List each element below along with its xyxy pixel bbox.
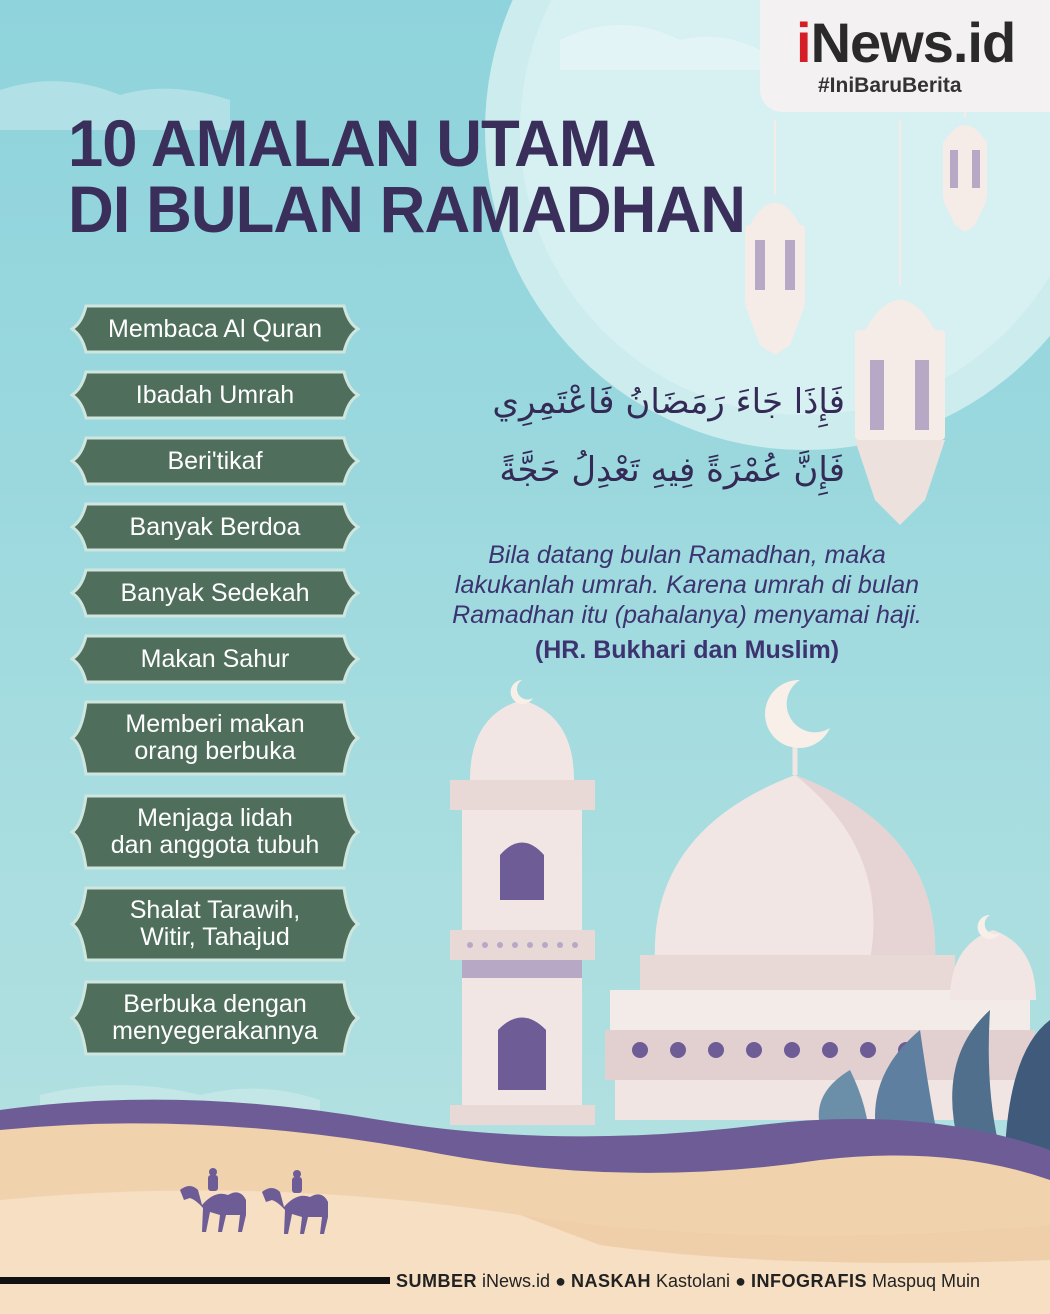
- item-label: [70, 884, 360, 964]
- source-value: iNews.id: [482, 1271, 551, 1291]
- writer-label: NASKAH: [570, 1271, 651, 1291]
- writer-value: Kastolani: [656, 1271, 731, 1291]
- list-item: [70, 368, 360, 422]
- logo-tagline: #IniBaruBerita: [818, 74, 962, 97]
- mosque-illustration: [450, 680, 1036, 1125]
- separator-dot: ●: [735, 1271, 746, 1291]
- translation-line-1: Bila datang bulan Ramadhan, maka: [488, 541, 886, 569]
- footer-divider: [0, 1277, 390, 1284]
- item-label-line-1: Berbuka dengan: [123, 990, 307, 1018]
- item-label: [70, 632, 360, 686]
- list-item: [70, 302, 360, 356]
- page-title: [68, 106, 746, 246]
- separator-dot: ●: [555, 1271, 566, 1291]
- translation-line-3: Ramadhan itu (pahalanya) menyamai haji.: [452, 601, 922, 629]
- arabic-text-line-1: فَإِذَا جَاءَ رَمَضَانُ فَاعْتَمِرِي: [492, 382, 845, 422]
- logo-accent: i: [796, 11, 811, 74]
- translation-line-2: lakukanlah umrah. Karena umrah di bulan: [454, 571, 920, 599]
- list-item: [70, 884, 360, 964]
- item-label-line-1: Membaca Al Quran: [108, 314, 322, 343]
- item-label-line-1: Banyak Sedekah: [120, 578, 310, 607]
- item-label: [70, 302, 360, 356]
- inews-logo: [760, 0, 1050, 112]
- item-label-line-1: Makan Sahur: [140, 644, 290, 673]
- graphic-value: Maspuq Muin: [871, 1271, 981, 1291]
- item-label-line-2: menyegerakannya: [112, 1017, 318, 1045]
- item-label-line-1: Memberi makan: [125, 710, 305, 738]
- list-item: [70, 632, 360, 686]
- list-item: [70, 698, 360, 778]
- title-line-2: DI BULAN RAMADHAN: [68, 172, 746, 246]
- arabic-text-line-2: فَإِنَّ عُمْرَةً فِيهِ تَعْدِلُ حَجَّةً: [499, 450, 845, 490]
- list-item: [70, 792, 360, 872]
- list-item: [70, 566, 360, 620]
- item-label-line-2: Witir, Tahajud: [140, 923, 290, 951]
- item-label-line-1: Shalat Tarawih,: [129, 896, 301, 924]
- logo-wordmark: [796, 10, 1015, 75]
- crescent-icon: [765, 680, 830, 748]
- crescent-icon: [978, 915, 1000, 939]
- list-item: [70, 500, 360, 554]
- item-label-line-1: Ibadah Umrah: [135, 380, 295, 409]
- item-label: [70, 500, 360, 554]
- graphic-label: INFOGRAFIS: [750, 1271, 867, 1291]
- list-item: [70, 978, 360, 1058]
- item-label: [70, 792, 360, 872]
- source-label: SUMBER: [396, 1271, 478, 1291]
- hadith-translation: [412, 540, 962, 630]
- item-label: [70, 978, 360, 1058]
- item-label-line-2: orang berbuka: [134, 737, 296, 765]
- item-label: [70, 566, 360, 620]
- item-label: [70, 698, 360, 778]
- item-label-line-2: dan anggota tubuh: [110, 831, 320, 859]
- item-label: [70, 434, 360, 488]
- item-label-line-1: Banyak Berdoa: [129, 512, 301, 541]
- item-label: [70, 368, 360, 422]
- credits-footer: [396, 1271, 980, 1292]
- title-line-1: 10 AMALAN UTAMA: [68, 106, 656, 180]
- logo-main-text: News.id: [810, 11, 1016, 74]
- crescent-icon: [511, 680, 533, 704]
- hadith-source: (HR. Bukhari dan Muslim): [534, 636, 840, 664]
- list-item: [70, 434, 360, 488]
- item-label-line-1: Menjaga lidah: [137, 804, 293, 832]
- item-label-line-1: Beri'tikaf: [167, 446, 263, 475]
